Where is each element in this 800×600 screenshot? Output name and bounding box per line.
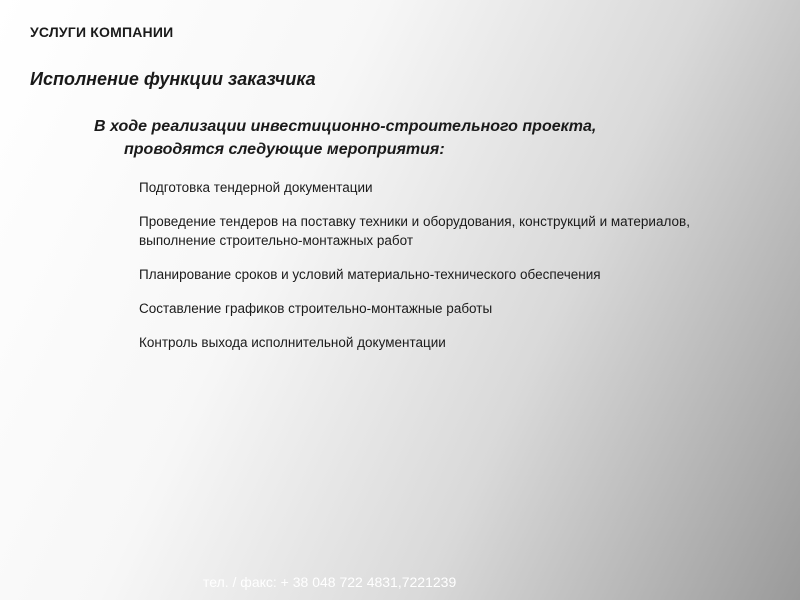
activity-item: Контроль выхода исполнительной документации — [139, 335, 446, 350]
intro-line-1: В ходе реализации инвестиционно-строительного проекта, — [94, 118, 597, 135]
footer-contact: тел. / факс: + 38 048 722 4831,7221239 — [203, 574, 457, 590]
section-title: Исполнение функции заказчика — [30, 69, 316, 89]
activity-item: Составление графиков строительно-монтажные работы — [139, 301, 493, 316]
activity-item: Планирование сроков и условий материально-технического обеспечения — [139, 267, 601, 282]
activity-item: Подготовка тендерной документации — [139, 180, 373, 195]
intro-text — [94, 115, 694, 161]
header-title: УСЛУГИ КОМПАНИИ — [30, 24, 174, 40]
activity-list — [139, 178, 699, 367]
activity-item: Проведение тендеров на поставку техники и оборудования, конструкций и материалов, выполнение строительно-монтажных работ — [139, 214, 690, 248]
intro-line-2: проводятся следующие мероприятия: — [124, 141, 445, 158]
